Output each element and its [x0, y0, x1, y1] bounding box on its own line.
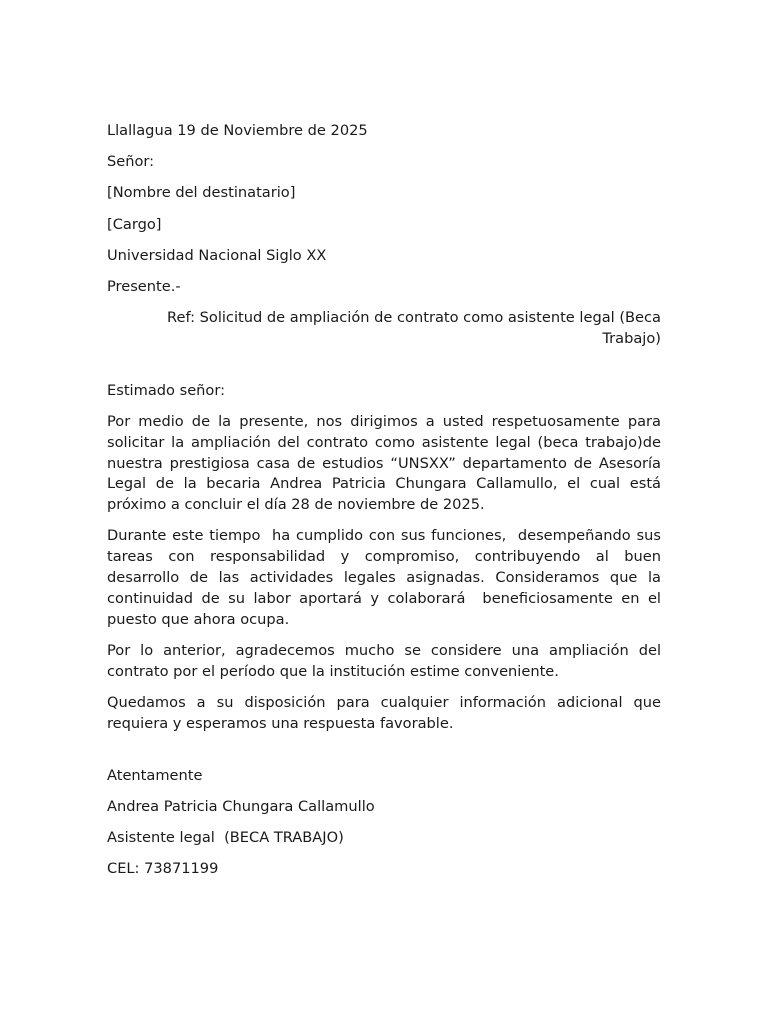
institution-name: Universidad Nacional Siglo XX — [107, 246, 327, 264]
recipient-position: [Cargo] — [107, 215, 162, 233]
signer-phone: CEL: 73871199 — [107, 860, 219, 878]
letter-page — [107, 121, 666, 890]
presente-line: Presente.- — [107, 277, 181, 295]
reference-line: Ref: Solicitud de ampliación de contrato como asistente legal (Beca Trabajo) — [167, 309, 661, 347]
body-paragraph-3: Por lo anterior, agradecemos mucho se considere una ampliación del contrato por el período que la institución estime conveniente. — [107, 641, 666, 680]
spacer — [107, 360, 661, 381]
signer-name: Andrea Patricia Chungara Callamullo — [107, 797, 375, 815]
place-date: Llallagua 19 de Noviembre de 2025 — [107, 122, 368, 139]
salutation-title: Señor: — [107, 153, 155, 171]
body-paragraph-1: Por medio de la presente, nos dirigimos a usted respetuosamente para solicitar la ampliación del contrato como asistente legal (beca trabajo)de nuestra prestigiosa casa de estudios “UNSXX” departamento de Asesoría Legal de la becaria Andrea Patricia Chungara Callamullo, el cual está próximo a concluir el día 28 de noviembre de 2025. — [107, 413, 666, 514]
signer-role: Asistente legal (BECA TRABAJO) — [107, 828, 344, 846]
recipient-name: [Nombre del destinatario] — [107, 184, 296, 202]
body-paragraph-2: Durante este tiempo ha cumplido con sus funciones, desempeñando sus tareas con responsabilidad y compromiso, contribuyendo al buen desarrollo de las actividades legales asignadas. Consideramos que la continuidad de su labor aportará y colaborará beneficiosamente en el puesto que ahora ocupa. — [107, 527, 666, 628]
body-paragraph-4: Quedamos a su disposición para cualquier información adicional que requiera y esperamos una respuesta favorable. — [107, 693, 666, 732]
farewell: Atentamente — [107, 766, 203, 784]
greeting: Estimado señor: — [107, 381, 226, 399]
spacer — [107, 745, 661, 766]
